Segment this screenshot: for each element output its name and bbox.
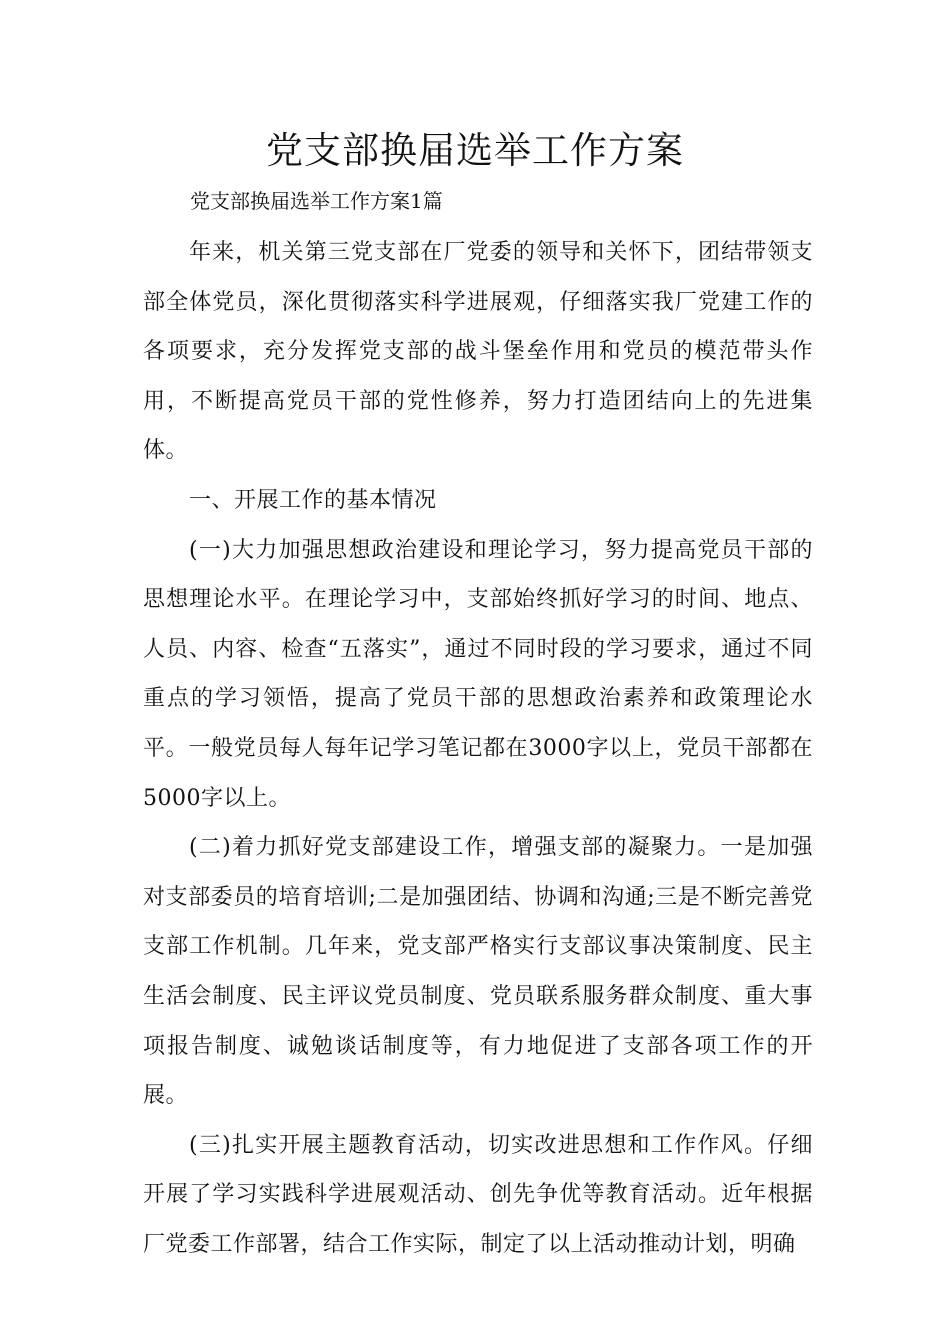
document-body bbox=[143, 228, 813, 1269]
section-heading: 一、开展工作的基本情况 bbox=[189, 487, 437, 513]
paragraph-item-2: (二)着力抓好党支部建设工作，增强支部的凝聚力。一是加强对支部委员的培育培训;二是加强团结、协调和沟通;三是不断完善党支部工作机制。几年来，党支部严格实行支部议事决策制度、民主生活会制度、民主评议党员制度、党员联系服务群众制度、重大事项报告制度、诚勉谈话制度等，有力地促进了支部各项工作的开展。 bbox=[143, 835, 813, 1109]
paragraph-item-1: (一)大力加强思想政治建设和理论学习，努力提高党员干部的思想理论水平。在理论学习中，支部始终抓好学习的时间、地点、人员、内容、检查“五落实”，通过不同时段的学习要求，通过不同重点的学习领悟，提高了党员干部的思想政治素养和政策理论水平。一般党员每人每年记学习笔记都在3000字以上，党员干部都在5000字以上。 bbox=[143, 537, 813, 811]
document-subtitle: 党支部换届选举工作方案1篇 bbox=[190, 189, 443, 213]
paragraph-intro: 年来，机关第三党支部在厂党委的领导和关怀下，团结带领支部全体党员，深化贯彻落实科学进展观，仔细落实我厂党建工作的各项要求，充分发挥党支部的战斗堡垒作用和党员的模范带头作用，不断提高党员干部的党性修养，努力打造团结向上的先进集体。 bbox=[143, 240, 813, 464]
paragraph-item-3: (三)扎实开展主题教育活动，切实改进思想和工作作风。仔细开展了学习实践科学进展观活动、创先争优等教育活动。近年根据厂党委工作部署，结合工作实际，制定了以上活动推动计划，明确 bbox=[143, 1132, 813, 1257]
document-title: 党支部换届选举工作方案 bbox=[266, 129, 684, 172]
